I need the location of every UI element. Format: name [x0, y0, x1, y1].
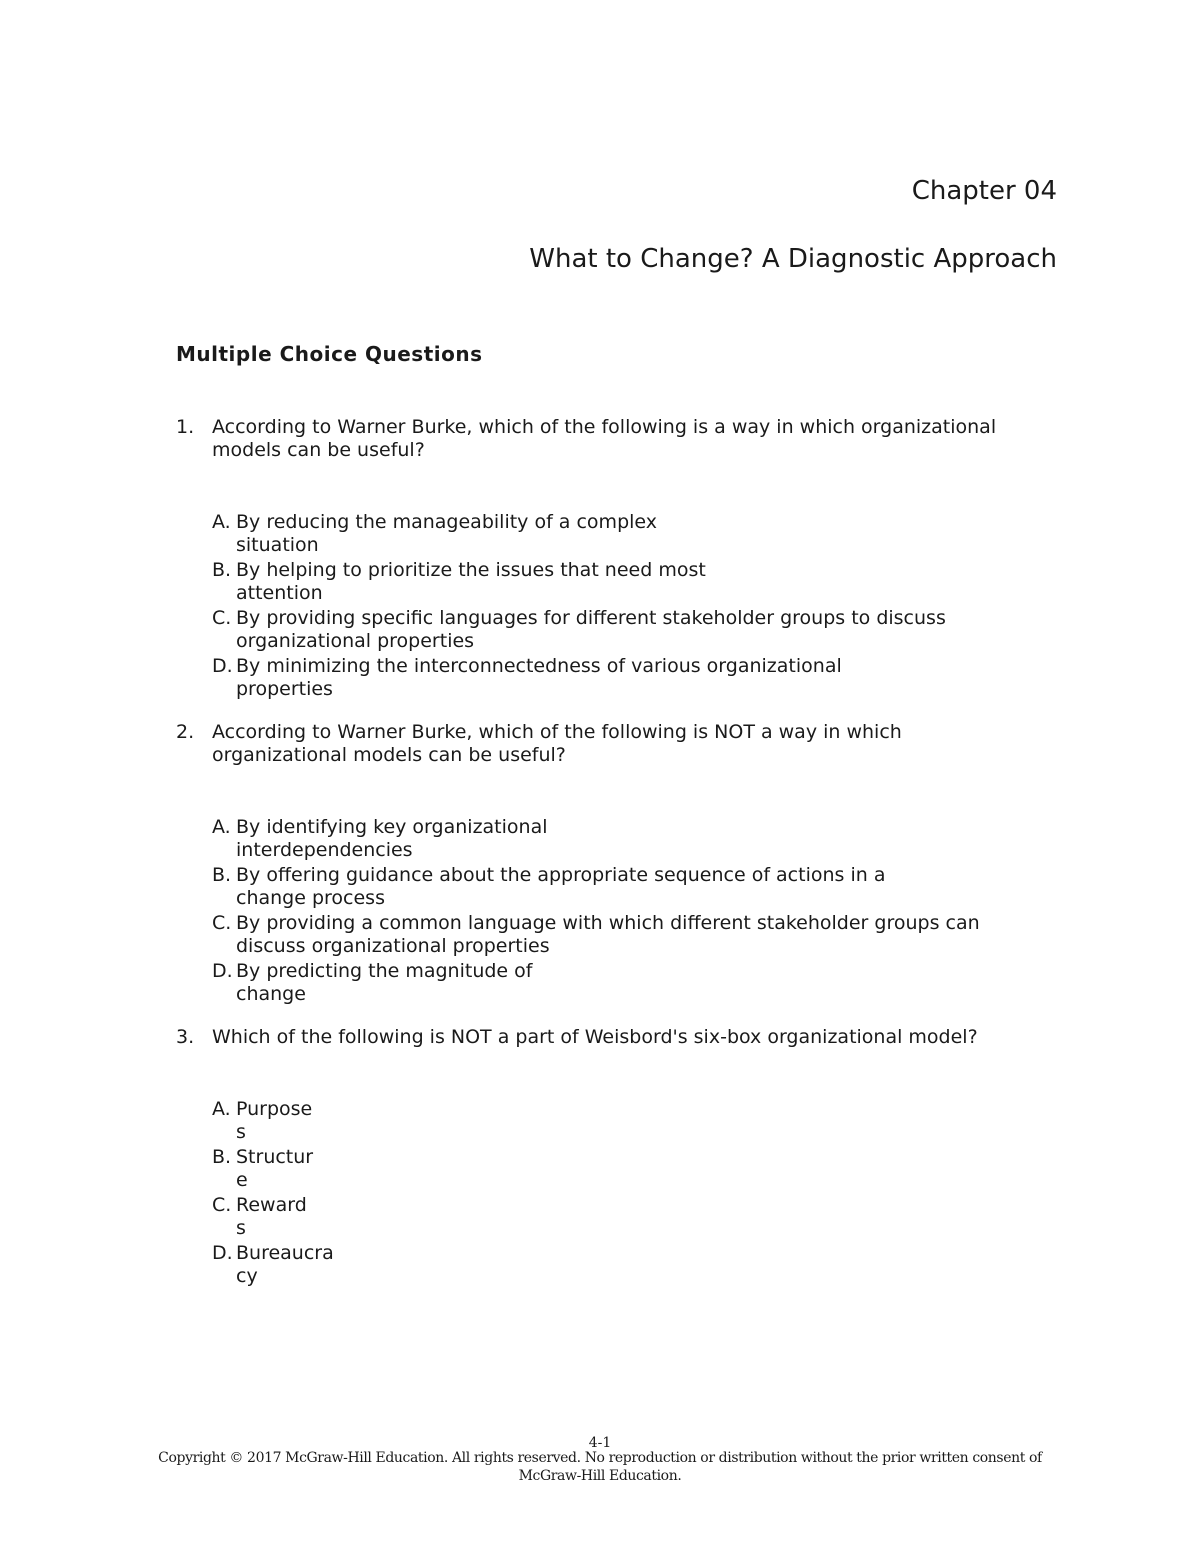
option-text-line: s	[236, 1121, 246, 1143]
option-text-line: s	[236, 1217, 246, 1239]
option-text-line: By identifying key organizational	[236, 816, 548, 838]
option-text-line: change	[236, 983, 306, 1005]
question-text	[212, 416, 996, 462]
option-text-line: By minimizing the interconnectedness of various organizational	[236, 655, 842, 677]
option-b	[212, 1146, 334, 1192]
copyright-line: Copyright © 2017 McGraw-Hill Education. All rights reserved. No reproduction or distribution without the prior written consent of	[158, 1450, 1042, 1466]
option-letter: D.	[212, 960, 233, 982]
option-letter: A.	[212, 1098, 231, 1120]
option-text-line: change process	[236, 887, 385, 909]
option-text-line: Structur	[236, 1146, 314, 1168]
question-1-options	[212, 511, 946, 703]
option-text-line: situation	[236, 534, 319, 556]
question-text-line: models can be useful?	[212, 439, 425, 461]
question-number: 2.	[176, 721, 195, 743]
question-text	[212, 721, 902, 767]
option-letter: C.	[212, 912, 232, 934]
option-letter: A.	[212, 511, 231, 533]
question-text	[212, 1026, 978, 1049]
option-text-line: Reward	[236, 1194, 307, 1216]
option-text-line: By offering guidance about the appropriate sequence of actions in a	[236, 864, 886, 886]
option-text-line: Bureaucra	[236, 1242, 334, 1264]
option-letter: D.	[212, 1242, 233, 1264]
question-text-line: Which of the following is NOT a part of Weisbord's six-box organizational model?	[212, 1026, 978, 1048]
option-text-line: discuss organizational properties	[236, 935, 550, 957]
page-number: 4-1	[588, 1435, 612, 1451]
option-letter: B.	[212, 559, 232, 581]
option-text-line: By providing a common language with which different stakeholder groups can	[236, 912, 980, 934]
option-c	[212, 607, 946, 653]
option-a	[212, 1098, 334, 1144]
question-3-options	[212, 1098, 334, 1290]
option-letter: B.	[212, 1146, 232, 1168]
option-a	[212, 511, 946, 557]
option-letter: B.	[212, 864, 232, 886]
option-text-line: By reducing the manageability of a complex	[236, 511, 658, 533]
chapter-title: What to Change? A Diagnostic Approach	[529, 244, 1057, 274]
question-text-line: organizational models can be useful?	[212, 744, 566, 766]
option-b	[212, 864, 980, 910]
option-text-line: Purpose	[236, 1098, 313, 1120]
question-number: 1.	[176, 416, 195, 438]
option-text-line: properties	[236, 678, 333, 700]
option-text-line: e	[236, 1169, 248, 1191]
question-text-line: According to Warner Burke, which of the following is NOT a way in which	[212, 721, 902, 743]
question-2-options	[212, 816, 980, 1008]
option-text-line: By helping to prioritize the issues that need most	[236, 559, 706, 581]
option-letter: D.	[212, 655, 233, 677]
section-title: Multiple Choice Questions	[176, 342, 483, 366]
question-text-line: According to Warner Burke, which of the following is a way in which organizational	[212, 416, 997, 438]
option-letter: C.	[212, 607, 232, 629]
option-d	[212, 655, 946, 701]
option-text-line: interdependencies	[236, 839, 413, 861]
option-letter: A.	[212, 816, 231, 838]
option-d	[212, 1242, 334, 1288]
question-number: 3.	[176, 1026, 195, 1048]
option-d	[212, 960, 980, 1006]
option-text-line: organizational properties	[236, 630, 475, 652]
copyright-line: McGraw-Hill Education.	[518, 1468, 682, 1484]
option-text-line: By providing specific languages for different stakeholder groups to discuss	[236, 607, 946, 629]
option-c	[212, 912, 980, 958]
option-a	[212, 816, 980, 862]
option-text-line: By predicting the magnitude of	[236, 960, 533, 982]
option-text-line: cy	[236, 1265, 258, 1287]
copyright-notice	[0, 1449, 1200, 1485]
chapter-label: Chapter 04	[911, 176, 1057, 206]
option-letter: C.	[212, 1194, 232, 1216]
option-b	[212, 559, 946, 605]
option-text-line: attention	[236, 582, 323, 604]
option-c	[212, 1194, 334, 1240]
